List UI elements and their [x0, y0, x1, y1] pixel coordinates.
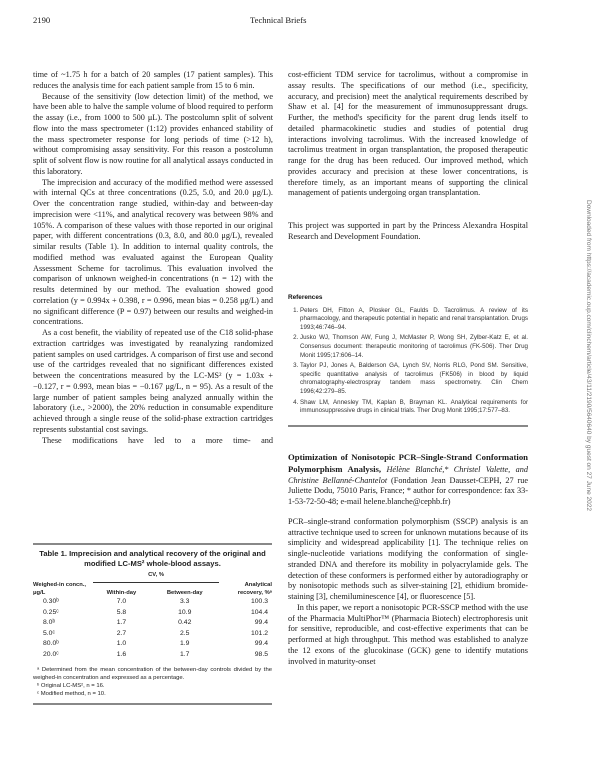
data-table — [33, 572, 272, 661]
table-cell: 99.4 — [254, 619, 268, 627]
paragraph: As a cost benefit, the viability of repeated use of the C18 solid-phase extraction cartridges was investigated by reanalyzing randomized patient samples on used cartridges. A comparison of first use and second use of the cartridges revealed that no significant differences existed between the concentrations measured by the LC-MS² (y = 1.03x + −0.127, r = 0.993, mean bias = −0.167 μg/L, n = 95). As a result of the large number of patient samples being analyzed annually within the laboratory (i.e., >2000), the 20% reduction in consumable expenditure achieved through a single reuse of the solid-phase extraction cartridges represents substantial cost savings. — [33, 328, 273, 434]
running-header: Technical Briefs — [250, 15, 307, 25]
reference-item: 1. Peters DH, Fitton A, Plosker GL, Faulds D. Tacrolimus. A review of its pharmacology, and therapeutic potential in hepatic and renal transplantation. Drugs 1993;46:746–94. — [300, 307, 528, 333]
paragraph: In this paper, we report a nonisotopic PCR-SSCP method with the use of the Pharmacia MultiPhor™ (Pharmacia Biotech) electrophoresis unit for sensitive, reproducible, and cost-effective experiments that can be performed at high throughput. This method was established to analyze the 12 exons of the glucokinase (GCK) gene to identify mutations involved in maturity-onset — [288, 602, 528, 666]
paragraph: cost-efficient TDM service for tacrolimus, without a compromise in assay results. The specifications of our method (i.e., specificity, accuracy, and precision) meet the analytical requirements described by Shaw et al. [4] for the measurement of immunosuppressant drugs. Further, the method's specificity for the parent drug lends itself to detailed pharmacokinetic studies and studies of potential drug interactions involving tacrolimus. With the increased knowledge of tacrolimus treatment in organ transplantation, the proposed therapeutic range for the drug has been reduced. Our improved method, which provides accuracy and precision at these lower concentrations, is therefore timely, as an important means of supporting the clinical management of patients undergoing organ transplantation. — [288, 70, 528, 198]
reference-item: 4. Shaw LM, Annesley TM, Kaplan B, Brayman KL. Analytical requirements for immunosuppressive drugs in clinical trials. Ther Drug Monit 1995;17:577–83. — [300, 399, 528, 416]
table-cell: 0.42 — [178, 619, 192, 627]
reference-item: 3. Taylor PJ, Jones A, Balderson GA, Lynch SV, Norris RLG, Pond SM. Sensitive, specific quantitative analysis of tacrolimus (FK506) in blood by liquid chromatography-electrospray tandem mass spectrometry. Clin Chem 1996;42:279–85. — [300, 362, 528, 396]
table-row — [33, 639, 272, 650]
table-caption: Table 1. Imprecision and analytical recovery of the original and modified LC-MS² whole-blood assays. — [39, 549, 266, 568]
column-header: Within-day — [106, 589, 137, 596]
table-cell: 104.4 — [250, 608, 268, 616]
references — [288, 294, 528, 427]
funding-note: This project was supported in part by the Princess Alexandra Hospital Research and Development Foundation. — [288, 221, 528, 241]
table-cell: 99.4 — [254, 640, 268, 648]
column-header: Analytical recovery, %ᵃ — [237, 582, 272, 596]
right-column-top — [288, 70, 528, 243]
section-divider — [288, 425, 528, 427]
article-authors: Hélène Blanché,* Christel Valette, and Christine Bellanné-Chantelot — [288, 464, 528, 485]
table-row — [33, 608, 272, 619]
table-cell: 100.3 — [250, 598, 268, 605]
table-1 — [33, 543, 272, 705]
table-row — [33, 650, 272, 661]
table-bottom-rule — [33, 703, 272, 705]
footnote: ᵃ Determined from the mean concentration of the between-day controls divided by the weighed-in concentration and expressed as a percentage. — [33, 666, 272, 681]
table-cell: 7.0 — [116, 598, 127, 605]
left-column — [33, 70, 273, 446]
paragraph: Because of the sensitivity (low detection limit) of the method, we have been able to halve the sample volume of blood required to perform the assay (i.e., from 1000 to 500 μL). The postcolumn split of solvent flow into the mass spectrometer (1:12) provides enhanced stability of the mass spectrometer response for long periods of time (>12 h), without compromising assay sensitivity. For this reason a postcolumn split of solvent flow is now routine for all analytical assays conducted in this laboratory. — [33, 91, 273, 176]
references-heading: References — [288, 294, 323, 301]
table-cell: 0.30ᵇ — [43, 598, 59, 605]
page-number: 2190 — [33, 15, 51, 25]
footnote: ᶜ Modified method, n = 10. — [37, 691, 106, 698]
download-watermark: Downloaded from https://academic.oup.com/clinchem/article/43/11/2190/5640640 by guest on 27 June 2022 — [585, 200, 592, 511]
paragraph: time of ~1.75 h for a batch of 20 samples (17 patient samples). This reduces the analysis time for each patient sample from 15 to 6 min. — [33, 70, 273, 90]
table-cell: 20.0ᶜ — [43, 650, 59, 658]
table-cell: 1.6 — [116, 650, 127, 658]
table-cell: 101.2 — [250, 629, 268, 637]
table-cell: 2.5 — [180, 629, 190, 637]
article-title: Optimization of Nonisotopic PCR–Single-Strand Conformation Polymorphism Analysis, — [288, 452, 528, 474]
table-row — [33, 597, 272, 608]
table-cell: 5.8 — [116, 608, 127, 616]
reference-item: 2. Jusko WJ, Thomson AW, Fung J, McMaster P, Wong SH, Zylber-Katz E, et al. Consensus document: therapeutic monitoring of tacrolimus (FK-506). Ther Drug Monit 1995;17:606–14. — [300, 334, 528, 360]
column-header: Weighed-in concn., μg/L — [33, 582, 87, 596]
table-top-rule — [33, 543, 272, 545]
paragraph: The imprecision and accuracy of the modified method were assessed with internal QCs at three concentrations (0.25, 5.0, and 20.0 μg/L). Over the concentration range studied, within-day and between-day imprecision were <11%, and analytical recovery was between 98% and 105%. A comparison of these values with those reported in our original paper, with different concentrations (0.3, 8.0, and 80.0 μg/L), revealed similar results (Table 1). In addition to internal quality controls, the modified method was evaluated against the European Quality Assessment Scheme for tacrolimus. This evaluation involved the comparison of unknown weighed-in concentrations (n = 12) with the results determined by our method. The evaluation showed good correlation (y = 0.994x + 0.398, r = 0.996, mean bias = 0.258 μg/L) and no significant difference (P = 0.97) between our results and weighed-in concentrations. — [33, 177, 273, 327]
table-row — [33, 629, 272, 640]
table-row — [33, 618, 272, 629]
paragraph: PCR–single-strand conformation polymorphism (SSCP) analysis is an attractive technique used to screen for unknown mutations because of its simplicity and widespread applicability [1]. The technique relies on single-nucleotide variations modifying the conformation of single-stranded DNA and therefore its mobility in polyacrylamide gels. The detection of these conformers is performed either by autoradiography or by nonisotopic methods such as silver-staining [2], ethidium bromide-staining [3], chemiluminescence [4], or fluorescence [5]. — [288, 516, 528, 601]
paragraph: These modifications have led to a more time- and — [42, 435, 273, 445]
table-cell: 98.5 — [254, 650, 268, 658]
cv-group-header: CV, % — [93, 572, 220, 582]
table-footnotes — [33, 666, 272, 699]
article-start — [288, 452, 528, 667]
table-cell: 1.7 — [180, 650, 190, 658]
table-cell: 1.0 — [116, 640, 127, 648]
table-cell: 5.0ᶜ — [43, 629, 55, 637]
table-cell: 2.7 — [116, 629, 127, 637]
footnote: ᵇ Original LC-MS², n = 16. — [37, 683, 105, 690]
table-cell: 3.3 — [180, 598, 190, 605]
article-heading — [288, 452, 528, 508]
table-cell: 10.9 — [178, 608, 192, 616]
table-cell: 8.0ᵇ — [43, 619, 56, 627]
column-header: Between-day — [166, 589, 203, 596]
table-cell: 1.9 — [180, 640, 190, 648]
table-cell: 1.7 — [116, 619, 127, 627]
article-affiliation: (Fondation Jean Dausset-CEPH, 27 rue Juliette Dodu, 75010 Paris, France; * author for correspondence: fax 33-1-53-72-50-48; e-mail helene.blanche@cephb.fr) — [288, 475, 529, 506]
table-cell: 0.25ᶜ — [43, 608, 59, 616]
table-cell: 80.0ᵇ — [43, 640, 59, 648]
